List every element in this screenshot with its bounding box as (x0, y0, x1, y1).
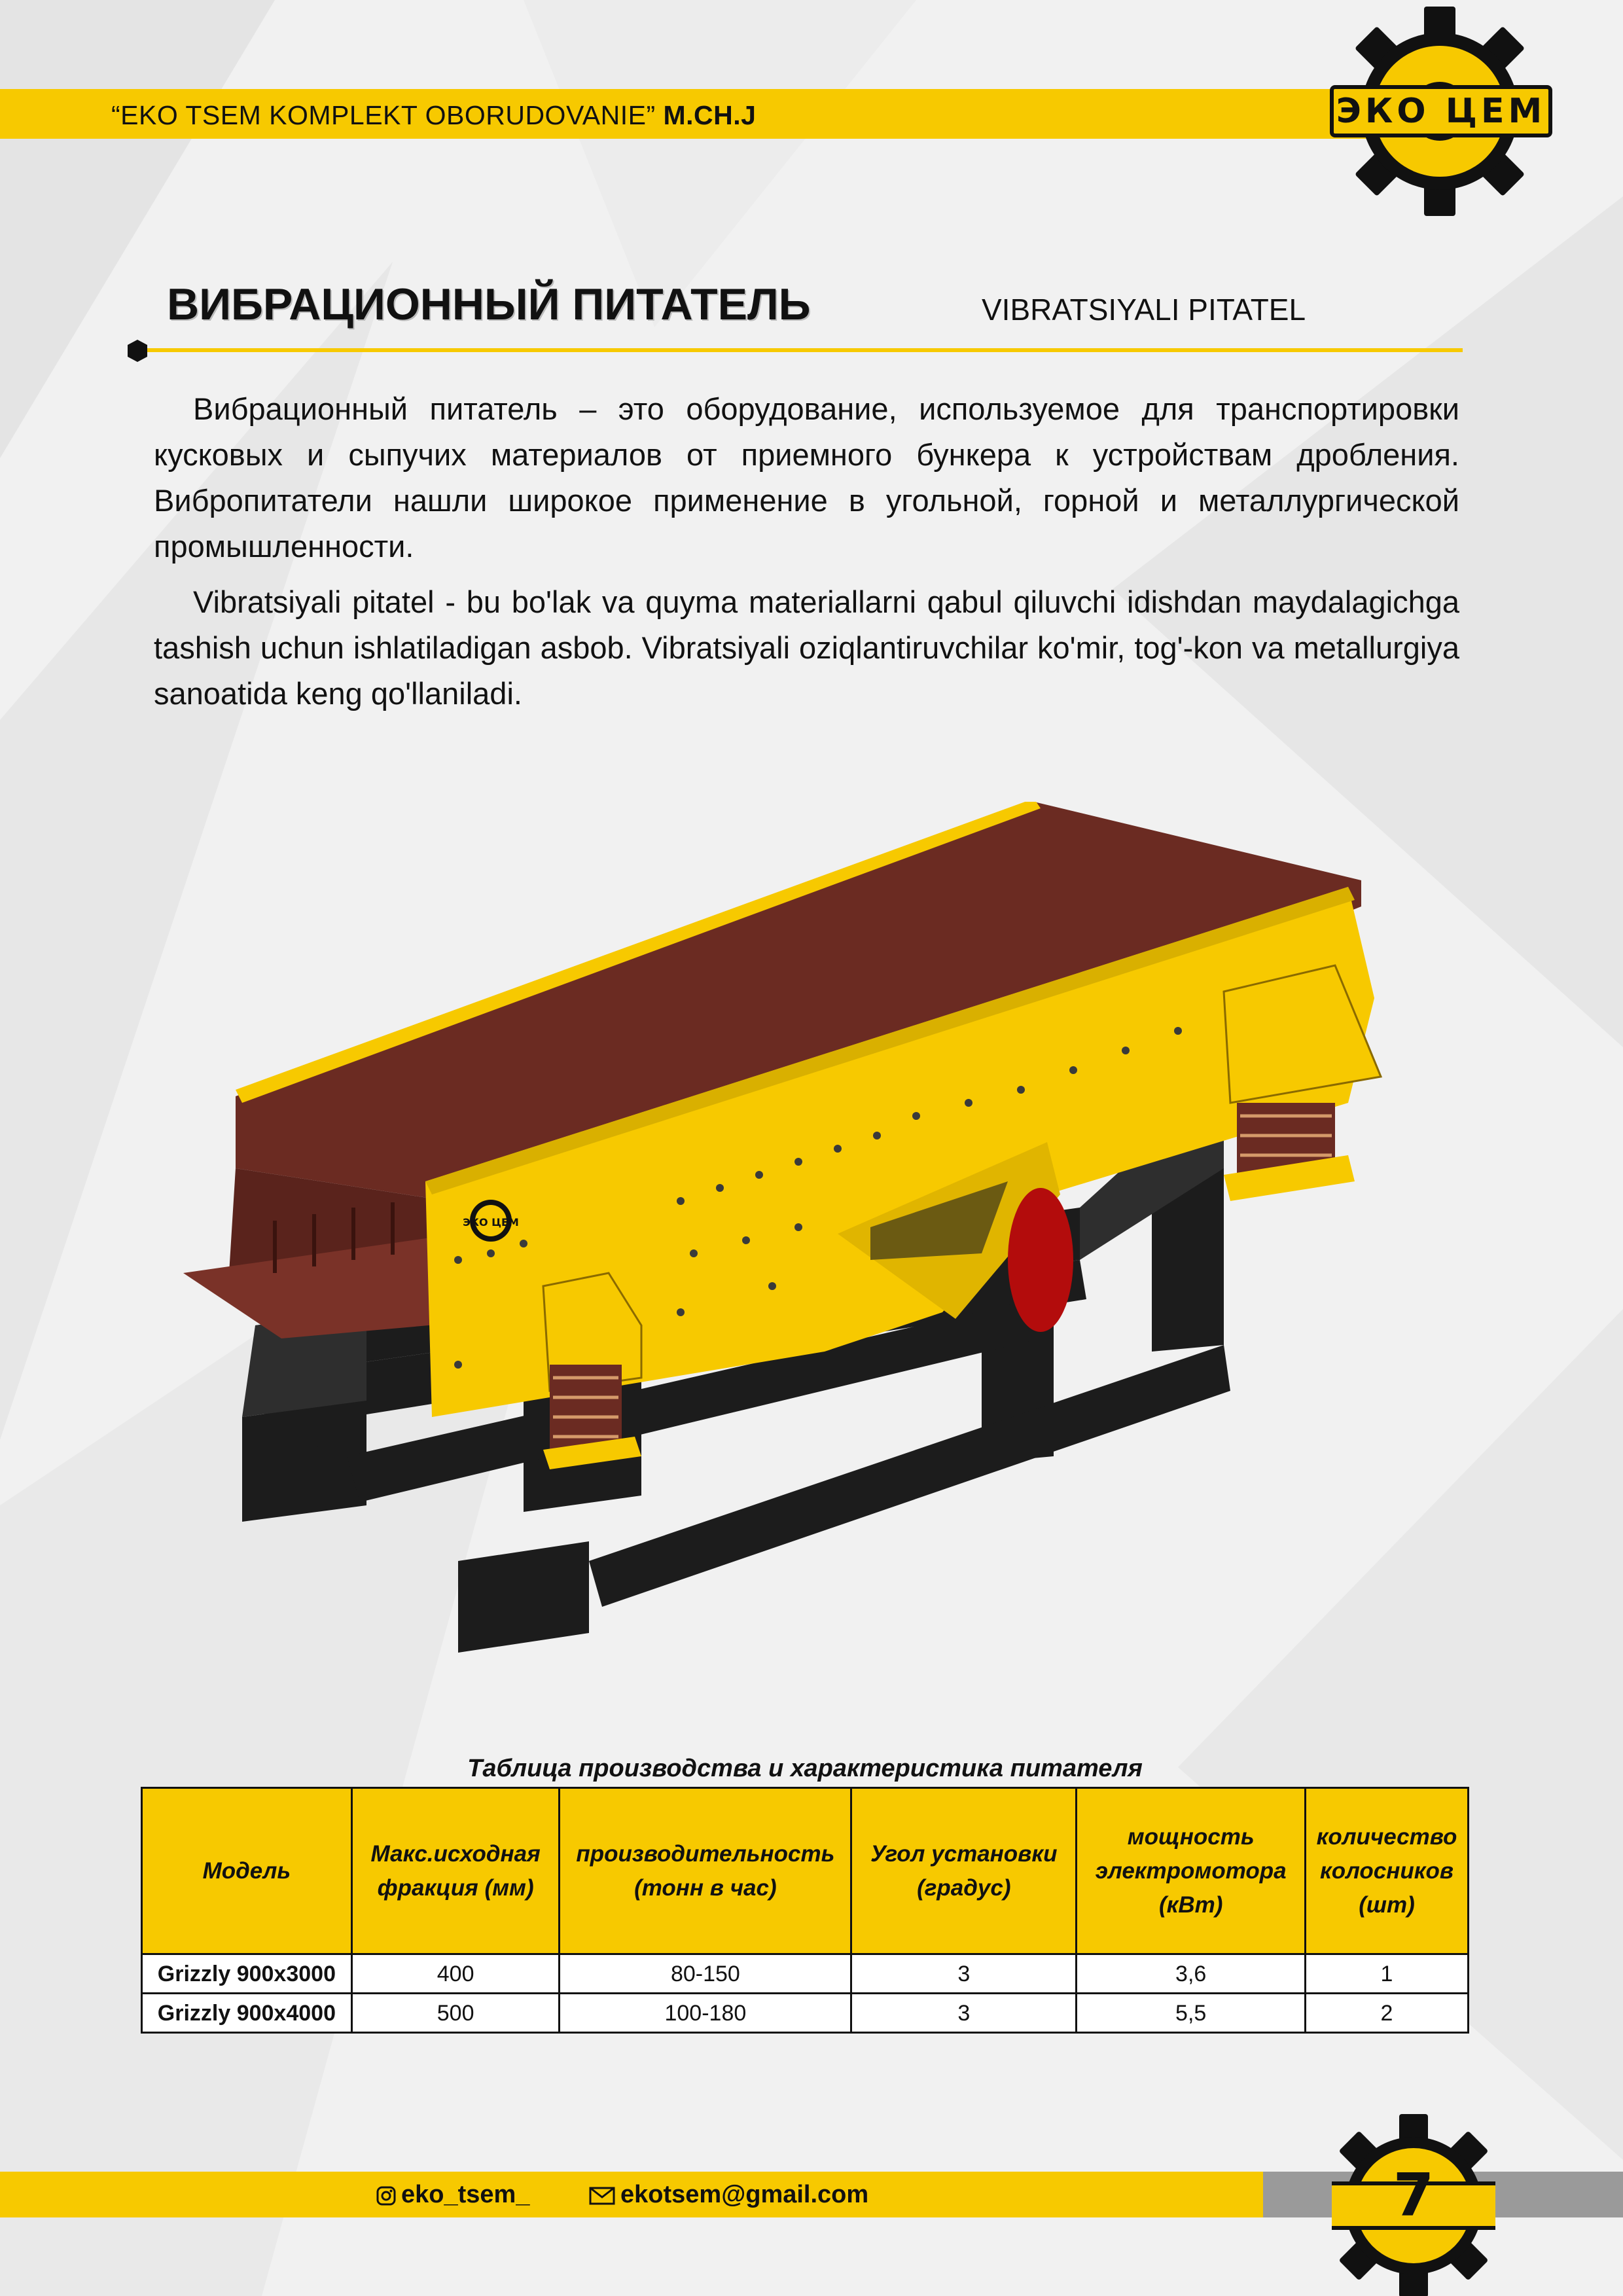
email-icon (589, 2187, 615, 2205)
cell-max-fraction: 500 (351, 1994, 560, 2033)
instagram-icon (376, 2186, 396, 2206)
vibrating-feeder-illustration (183, 802, 1400, 1656)
cell-grate-count: 1 (1306, 1954, 1469, 1994)
cell-motor-power: 5,5 (1077, 1994, 1306, 2033)
cell-capacity: 80-150 (560, 1954, 851, 1994)
table-caption: Таблица производства и характеристика питателя (467, 1755, 1143, 1782)
instagram-handle: eko_tsem_ (401, 2181, 530, 2208)
table-row (142, 1994, 1469, 2033)
machine-logo-text: ЭКО ЦЕМ (463, 1216, 519, 1229)
spec-table (141, 1787, 1469, 2034)
footer-instagram[interactable] (376, 2174, 529, 2215)
header-capacity: производительность (тонн в час) (560, 1788, 851, 1954)
page-subtitle: VIBRATSIYALI PITATEL (982, 293, 1306, 327)
cell-model: Grizzly 900x3000 (142, 1954, 352, 1994)
cell-angle: 3 (851, 1954, 1077, 1994)
cell-motor-power: 3,6 (1077, 1954, 1306, 1994)
cell-capacity: 100-180 (560, 1994, 851, 2033)
page-title: ВИБРАЦИОННЫЙ ПИТАТЕЛЬ (167, 279, 811, 329)
title-divider (137, 348, 1463, 352)
footer-email[interactable] (589, 2174, 868, 2215)
header-model: Модель (142, 1788, 352, 1954)
table-header-row (142, 1788, 1469, 1954)
cell-max-fraction: 400 (351, 1954, 560, 1994)
header-max-fraction: Макс.исходная фракция (мм) (351, 1788, 560, 1954)
hexagon-bullet-icon (126, 339, 149, 363)
email-address: ekotsem@gmail.com (620, 2181, 869, 2208)
header-motor-power: мощность электромотора (кВт) (1077, 1788, 1306, 1954)
page-number: 7 (1393, 2161, 1435, 2230)
company-name: “EKO TSEM KOMPLEKT OBORUDOVANIE” M.CH.J (111, 100, 757, 130)
table-row (142, 1954, 1469, 1994)
cell-model: Grizzly 900x4000 (142, 1994, 352, 2033)
logo-text: ЭКО ЦЕМ (1330, 85, 1552, 137)
description-uz: Vibratsiyali pitatel - bu bo'lak va quyma materiallarni qabul qiluvchi idishdan maydalagichga tashish uchun ishlatiladigan asbob. Vibratsiyali oziqlantiruvchilar ko'mir, tog'-kon va metallurgiya sanoatida keng qo'llaniladi. (154, 584, 1459, 711)
header-grate-count: количество колосников (шт) (1306, 1788, 1469, 1954)
header-angle: Угол установки (градус) (851, 1788, 1077, 1954)
cell-angle: 3 (851, 1994, 1077, 2033)
description-ru: Вибрационный питатель – это оборудование, используемое для транспортировки кусковых и сыпучих материалов от приемного бункера к устройствам дробления. Вибропитатели нашли широкое применение в угольной, горной и металлургической промышленности. (154, 391, 1459, 564)
cell-grate-count: 2 (1306, 1994, 1469, 2033)
